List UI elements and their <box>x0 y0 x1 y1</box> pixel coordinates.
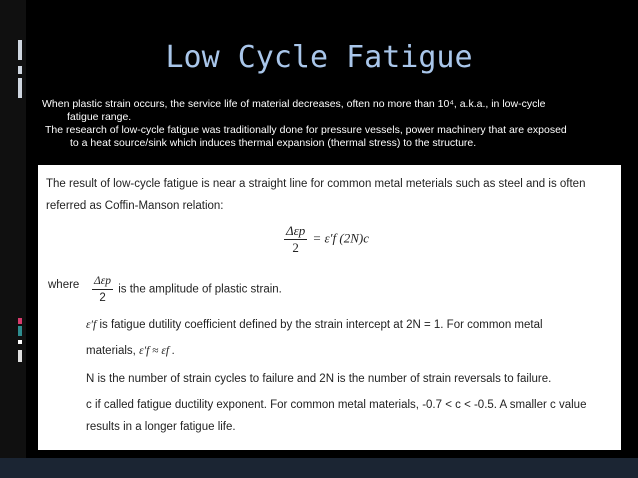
bullet-line: The research of low-cycle fatigue was traditionally done for pressure vessels, power machinery that are exposed <box>45 124 567 136</box>
slide-title: Low Cycle Fatigue <box>165 40 473 75</box>
decor-bar <box>18 340 22 344</box>
bullet-line: When plastic strain occurs, the service life of material decreases, often no more than 10⁴, a.k.a., in low-cycle <box>42 98 546 110</box>
bullet-line: to a heat source/sink which induces thermal expansion (thermal stress) to the structure. <box>70 137 477 149</box>
coefficient-symbol: ε′f <box>86 319 97 331</box>
c-definition: c if called fatigue ductility exponent. For common metal materials, -0.7 < c < -0.5. A smaller c value <box>86 399 587 411</box>
c-definition-2: results in a longer fatigue life. <box>86 421 236 433</box>
bullet-research <box>45 124 625 150</box>
bullet-line: fatigue range. <box>67 111 132 123</box>
coffin-manson-formula <box>284 223 369 256</box>
formula-denominator: 2 <box>292 240 299 255</box>
coefficient-line-2 <box>86 343 606 359</box>
coefficient-text: is fatigue dutility coefficient defined by the strain intercept at 2N = 1. For common metal <box>99 319 543 331</box>
decor-bar <box>18 78 22 98</box>
coefficient-text-prefix: materials, <box>86 345 136 357</box>
embedded-text-panel <box>38 165 621 450</box>
where-label: where <box>48 279 80 291</box>
amplitude-line <box>92 273 592 306</box>
n-definition: N is the number of strain cycles to failure and 2N is the number of strain reversals to failure. <box>86 373 552 385</box>
formula-fraction <box>284 223 307 256</box>
amplitude-denominator: 2 <box>99 292 106 304</box>
amplitude-numerator: Δεp <box>92 273 113 290</box>
amplitude-text: is the amplitude of plastic strain. <box>118 283 282 296</box>
formula-numerator: Δεp <box>286 223 306 238</box>
coefficient-approx: ε′f ≈ εf . <box>139 345 175 357</box>
bullet-plastic-strain <box>42 98 622 124</box>
decor-bar-teal <box>18 326 22 336</box>
amplitude-fraction <box>92 273 113 306</box>
bottom-band <box>0 458 638 478</box>
decor-bar <box>18 350 22 362</box>
coefficient-line <box>86 317 606 333</box>
decor-bar-pink <box>18 318 22 324</box>
formula-rhs: = ε′f (2N)c <box>312 230 369 246</box>
panel-intro: The result of low-cycle fatigue is near a straight line for common metal meterials such as steel and is often referred as Coffin-Manson relation: <box>46 178 586 212</box>
